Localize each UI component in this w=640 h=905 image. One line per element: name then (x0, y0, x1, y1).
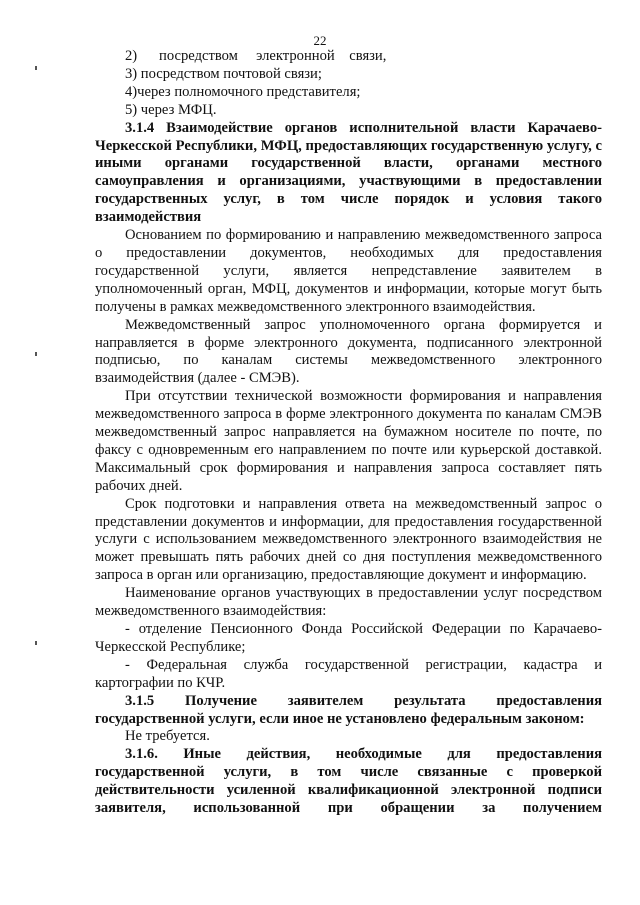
paragraph: Основанием по формированию и направлению межведомственного запроса о предоставлении документов, необходимых для предоставления государственной услуги, является непредставление заявителем в уполномоченный орган, МФЦ, документов и информации, которые могут быть получены в рамках межведомственного электронного взаимодействия. (95, 227, 602, 315)
bullet-item: - отделение Пенсионного Фонда Российской Федерации по Карачаево-Черкесской Республике; (95, 621, 602, 655)
margin-mark (35, 352, 37, 356)
margin-mark (35, 641, 37, 645)
paragraph: Наименование органов участвующих в предоставлении услуг посредством межведомственного взаимодействия: (95, 585, 602, 620)
list-item: 5) через МФЦ. (125, 101, 217, 118)
margin-mark (35, 66, 37, 70)
document-body (95, 48, 602, 818)
bullet-item: - Федеральная служба государственной регистрации, кадастра и картографии по КЧР. (95, 656, 602, 691)
list-item: 2) посредством электронной связи, (125, 48, 387, 64)
paragraph: При отсутствии технической возможности формирования и направления межведомственного запроса в форме электронного документа по каналам СМЭВ межведомственный запрос направляется на бумажном носителе по почте, по факсу с одновременным его направлением по почте или курьерской доставкой. Максимальный срок формирования и направления запроса составляет пять рабочих дней. (95, 388, 602, 494)
list-item: 3) посредством почтовой связи; (125, 65, 322, 82)
section-heading-3-1-6: 3.1.6. Иные действия, необходимые для предоставления государственной услуги, в том числе связанные с проверкой действительности усиленной квалификационной электронной подписи заявителя, использованной при обращении за получением (95, 746, 602, 817)
list-item: 4)через полномочного представителя; (125, 83, 361, 100)
page-number: 22 (313, 33, 327, 48)
paragraph: Межведомственный запрос уполномоченного органа формируется и направляется в форме электронного документа, подписанного электронной подписью, по каналам системы межведомственного электронного взаимодействия (далее - СМЭВ). (95, 316, 602, 387)
paragraph: Не требуется. (125, 728, 210, 745)
paragraph: Срок подготовки и направления ответа на межведомственный запрос о представлении документов и информации, для предоставления государственной услуги с использованием межведомственного электронного взаимодействия не может превышать пять рабочих дней со дня поступления межведомственного запроса в орган или организацию, предоставляющие документ и информацию. (95, 495, 602, 584)
section-heading-3-1-5: 3.1.5 Получение заявителем результата предоставления государственной услуги, если иное не установлено федеральным законом: (95, 692, 602, 727)
section-heading-3-1-4: 3.1.4 Взаимодействие органов исполнительной власти Карачаево-Черкесской Республики, МФЦ, предоставляющих государственную услугу, с иными органами государственной власти, органами местного самоуправления и организациями, участвующими в предоставлении государственных услуг, в том числе порядок и условия такого взаимодействия (95, 119, 602, 226)
